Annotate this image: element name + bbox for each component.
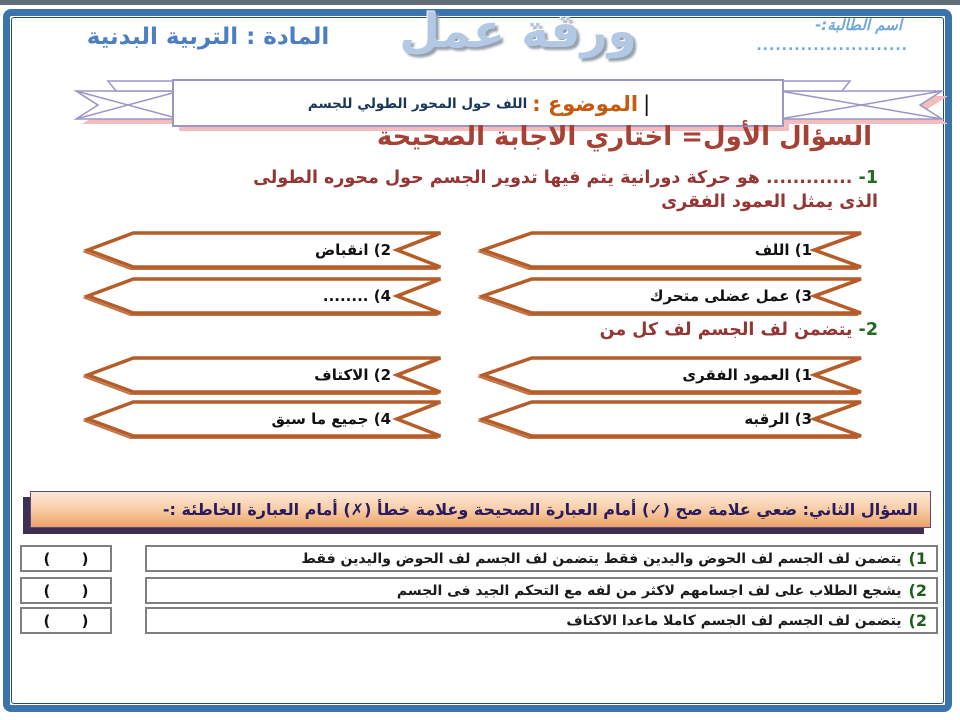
banner-arrow-shape [85, 277, 447, 315]
statement-number: 2) [908, 611, 927, 630]
statement-text: يشجع الطلاب على لف اجسامهم لاكثر من لفه مع التحكم الجيد فى الجسم [396, 582, 902, 599]
statement-row [0, 577, 960, 604]
option-q1-1[interactable] [480, 231, 868, 269]
option-label: 1) اللف [754, 241, 812, 259]
topic-label: الموضوع : [532, 92, 639, 116]
statement-text: يتضمن لف الجسم لف الجسم كاملا ماعدا الاكتاف [566, 612, 902, 629]
answer-box[interactable]: ( ) [20, 545, 112, 572]
option-q1-2[interactable] [85, 231, 447, 269]
question-1-text-line1: ............. هو حركة دورانية يتم فيها تدوير الجسم حول محوره الطولى [253, 168, 853, 188]
section2-banner [30, 491, 931, 528]
banner-arrow-shape [85, 400, 447, 438]
text-cursor: | [643, 92, 651, 116]
statement-row [0, 545, 960, 572]
worksheet-title: ورقة عمل [399, 4, 637, 59]
answer-box[interactable]: ( ) [20, 577, 112, 604]
option-label: 2) الاكتاف [314, 366, 391, 384]
statement-row [0, 607, 960, 634]
option-label: 1) العمود الفقرى [682, 366, 812, 384]
question-2-number: 2- [858, 320, 878, 340]
section1-heading: السؤال الأول= اختاري الاجابة الصحيحة [376, 122, 872, 152]
topic-input[interactable] [173, 82, 785, 126]
option-label: 2) انقباض [314, 241, 391, 259]
answer-box[interactable]: ( ) [20, 607, 112, 634]
question-1-number: 1- [858, 168, 878, 188]
topic-value: اللف حول المحور الطولي للجسم [307, 96, 528, 112]
question-1-text-line2: الذى يمثل العمود الفقرى [661, 192, 878, 213]
subject-line: المادة : التربية البدنية [86, 24, 330, 50]
option-q1-3[interactable] [480, 277, 868, 315]
statement-number: 2) [908, 581, 927, 600]
student-name-blank-line[interactable]: ........................ [756, 38, 908, 54]
option-q1-4[interactable] [85, 277, 447, 315]
statement-box [145, 545, 938, 572]
section2-heading: السؤال الثاني: ضعي علامة صح (✓) أمام العبارة الصحيحة وعلامة خطأ (✗) أمام العبارة الخاطئة :- [162, 500, 918, 519]
question-2-text: يتضمن لف الجسم لف كل من [599, 320, 853, 340]
option-q2-1[interactable] [480, 356, 868, 394]
option-label: 4) ........ [322, 287, 391, 305]
question-1 [83, 166, 878, 214]
statement-text: يتضمن لف الجسم لف الحوض واليدين فقط يتضمن لف الجسم لف الحوض واليدين فقط [301, 550, 902, 567]
option-q2-2[interactable] [85, 356, 447, 394]
banner-arrow-shape [85, 356, 447, 394]
student-name-label: اسم الطالبة:- [815, 16, 902, 34]
option-q2-4[interactable] [85, 400, 447, 438]
statement-box [145, 607, 938, 634]
option-q2-3[interactable] [480, 400, 868, 438]
statement-number: 1) [908, 549, 927, 568]
statement-box [145, 577, 938, 604]
question-2 [83, 318, 878, 342]
option-label: 4) جميع ما سبق [271, 410, 391, 428]
option-label: 3) الرقبه [744, 410, 812, 428]
option-label: 3) عمل عضلى متحرك [649, 287, 812, 305]
banner-arrow-shape [85, 231, 447, 269]
